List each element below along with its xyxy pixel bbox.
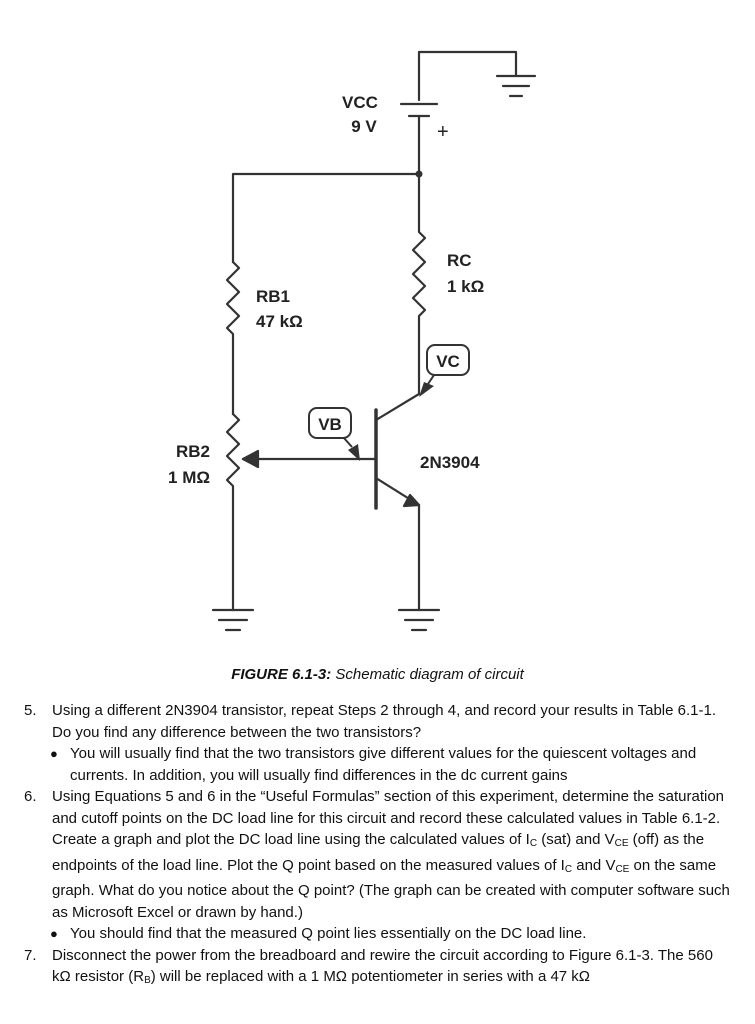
step-number: 5. [24, 702, 37, 719]
transistor-label: 2N3904 [420, 453, 480, 472]
step-number: 7. [24, 946, 37, 964]
figure-caption [0, 666, 755, 683]
bullet-text: You will usually find that the two transistors give different values for the quiescent voltages and currents. In addition, you will usually find differences in the dc current gains [70, 745, 697, 784]
figure-title: Schematic diagram of circuit [331, 666, 524, 683]
bullet-dot: ● [50, 746, 58, 761]
step-text: Using Equations 5 and 6 in the “Useful Formulas” section of this experiment, determine the saturation and cutoff points on the DC load line for this circuit and record these calculated values in Table 6.1-2. Create a graph and plot the DC load line using the calculated values of $I_C$ (sat) and $V_{CE}$ (off) as the endpoints of the load line. Plot the Q point based on the measured values of $I_C$ and $V_{CE}$ on the same graph. What do you notice about the Q point? (The graph can be created with computer software such as Microsoft Excel or drawn by hand.) [52, 788, 730, 921]
battery-plus-sign: + [437, 121, 449, 143]
step-6 [22, 786, 732, 923]
rb1-resistor [227, 262, 239, 414]
step-5 [22, 700, 732, 743]
vcc-value: 9 V [351, 117, 377, 136]
bullet-text: You should find that the measured Q point lies essentially on the DC load line. [70, 925, 587, 942]
rb1-value: 47 kΩ [256, 312, 303, 331]
figure-number: FIGURE 6.1-3: [231, 666, 332, 683]
step-number: 6. [24, 788, 37, 805]
probe-vc [419, 345, 469, 397]
rc-value: 1 kΩ [447, 277, 485, 296]
step-6-bullet [22, 923, 732, 945]
rb1-label: RB1 [256, 287, 291, 306]
junction-dot [416, 171, 423, 178]
wire [233, 116, 419, 262]
vcc-label: VCC [342, 93, 378, 112]
step-text: Using a different 2N3904 transistor, repeat Steps 2 through 4, and record your results in Table 6.1-1. Do you find any difference between the two transistors? [52, 702, 717, 741]
step-7 [22, 945, 732, 992]
instruction-list [22, 700, 732, 992]
probe-vb-label: VB [318, 415, 342, 434]
rc-resistor [376, 174, 425, 420]
bullet-dot: ● [50, 926, 58, 941]
step-text: Disconnect the power from the breadboard and rewire the circuit according to Figure 6.1-3. The 560 kΩ resistor $(R_B)$ will be replaced with a 1 MΩ potentiometer in series with a 47 kΩ [52, 946, 713, 986]
rb2-value: 1 MΩ [168, 468, 210, 487]
rb2-label: RB2 [175, 442, 210, 461]
probe-vb [309, 408, 360, 461]
rc-label: RC [447, 251, 472, 270]
step-5-bullet [22, 743, 732, 786]
probe-vc-label: VC [436, 352, 460, 371]
rb2-potentiometer [227, 414, 239, 610]
